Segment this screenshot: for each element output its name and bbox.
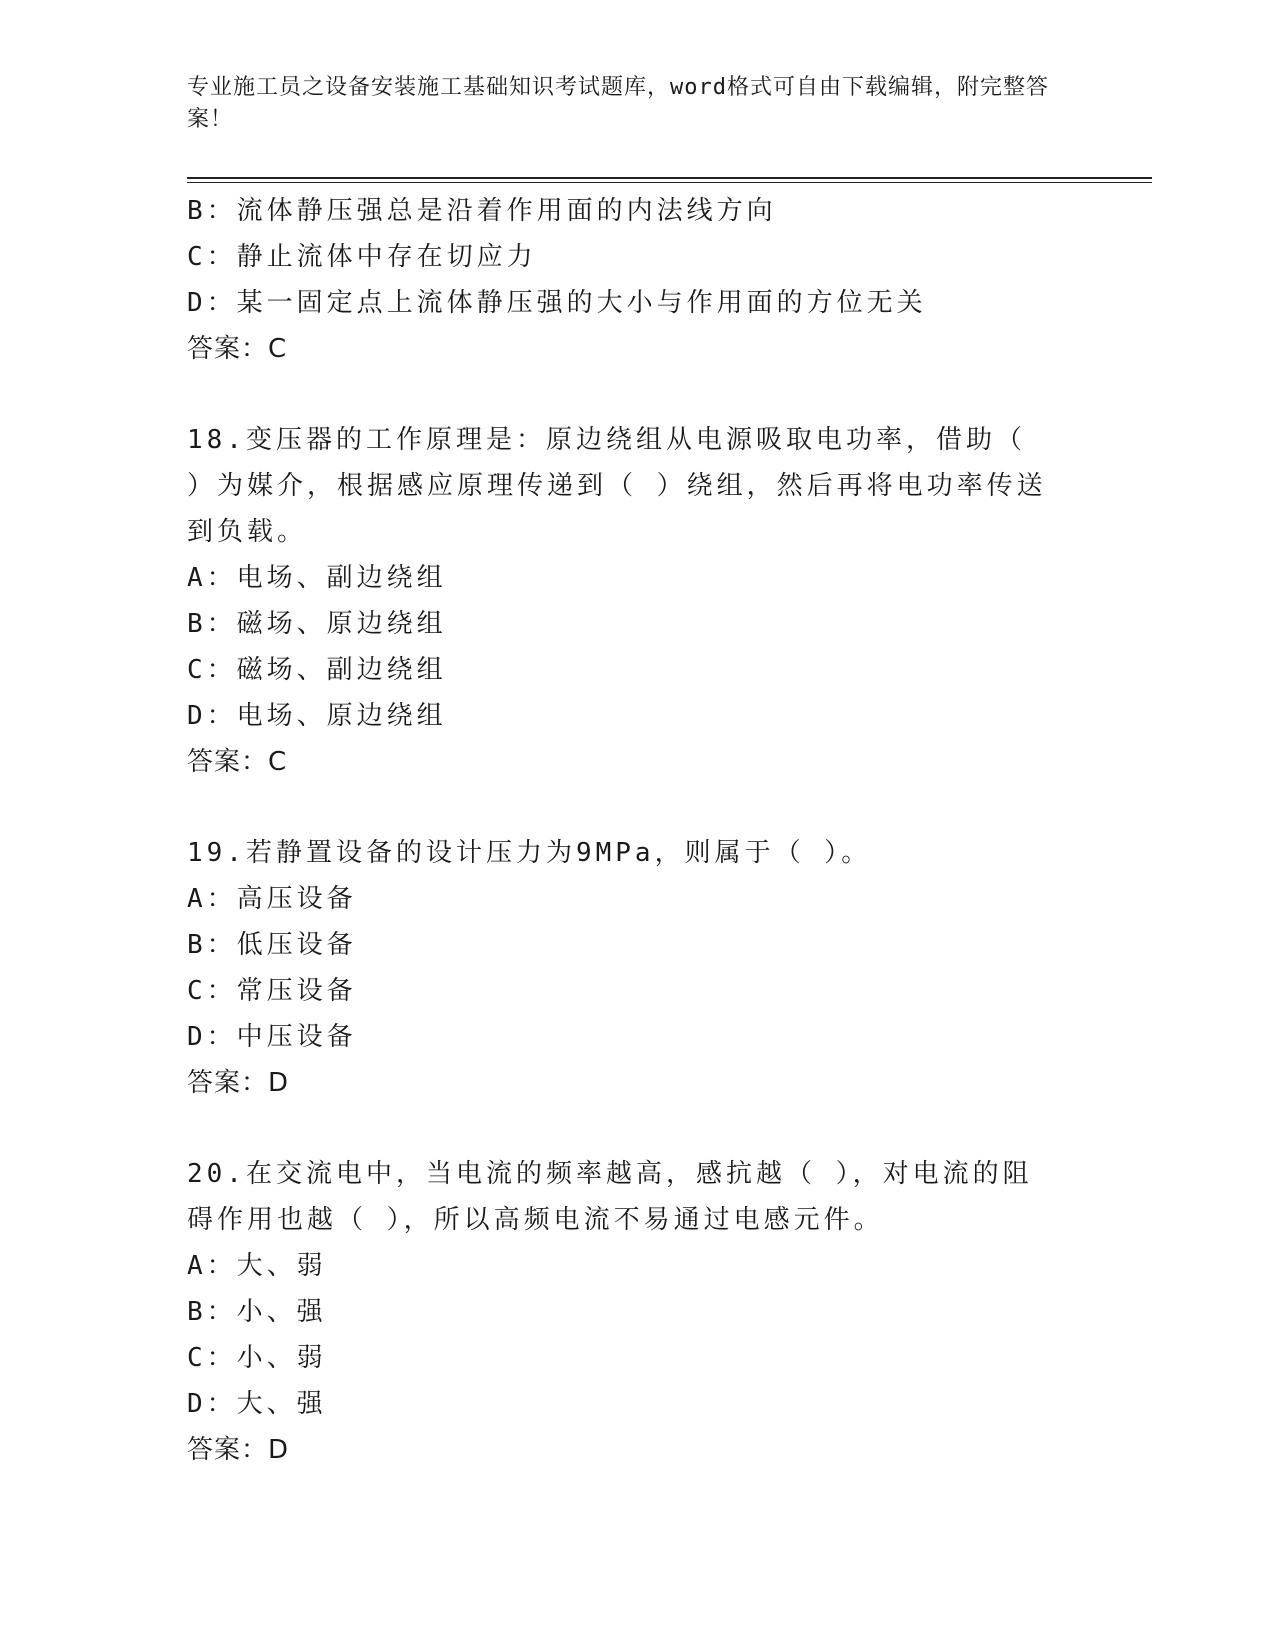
option-b: B：流体静压强总是沿着作用面的内法线方向 (187, 196, 777, 226)
question-stem: 18.变压器的工作原理是：原边绕组从电源吸取电功率，借助（ ）为媒介，根据感应原理传递到（ ）绕组，然后再将电功率传送到负载。 (187, 425, 1047, 547)
option-b: B：小、强 (187, 1297, 327, 1327)
question-stem: 20.在交流电中，当电流的频率越高，感抗越（ ），对电流的阻碍作用也越（ ），所以高频电流不易通过电感元件。 (187, 1159, 1033, 1235)
option-c: C：小、弱 (187, 1343, 327, 1373)
question-list (187, 188, 1087, 1473)
header-divider-thick (187, 177, 1152, 179)
answer-line: 答案：D (187, 1435, 290, 1465)
answer-line: 答案：D (187, 1068, 290, 1098)
option-d: D：中压设备 (187, 1022, 357, 1052)
answer-line: 答案：C (187, 747, 288, 777)
question-19 (187, 830, 1087, 1106)
option-c: C：磁场、副边绕组 (187, 655, 447, 685)
answer-line: 答案：C (187, 334, 288, 364)
option-b: B：低压设备 (187, 930, 357, 960)
question-18 (187, 417, 1087, 785)
option-b: B：磁场、原边绕组 (187, 609, 447, 639)
document-header: 专业施工员之设备安装施工基础知识考试题库，word格式可自由下载编辑，附完整答案！ (187, 75, 1049, 132)
option-a: A：大、弱 (187, 1251, 327, 1281)
question-17-continued (187, 188, 1087, 372)
option-d: D：某一固定点上流体静压强的大小与作用面的方位无关 (187, 288, 927, 318)
option-c: C：静止流体中存在切应力 (187, 242, 537, 272)
question-stem: 19.若静置设备的设计压力为9MPa，则属于（ ）。 (187, 838, 872, 868)
option-a: A：高压设备 (187, 884, 357, 914)
option-d: D：电场、原边绕组 (187, 701, 447, 731)
option-a: A：电场、副边绕组 (187, 563, 447, 593)
option-d: D：大、强 (187, 1389, 327, 1419)
header-divider-thin (187, 182, 1152, 183)
question-spacer (187, 785, 1087, 830)
question-spacer (187, 372, 1087, 417)
option-c: C：常压设备 (187, 976, 357, 1006)
question-spacer (187, 1106, 1087, 1151)
question-20 (187, 1151, 1087, 1473)
